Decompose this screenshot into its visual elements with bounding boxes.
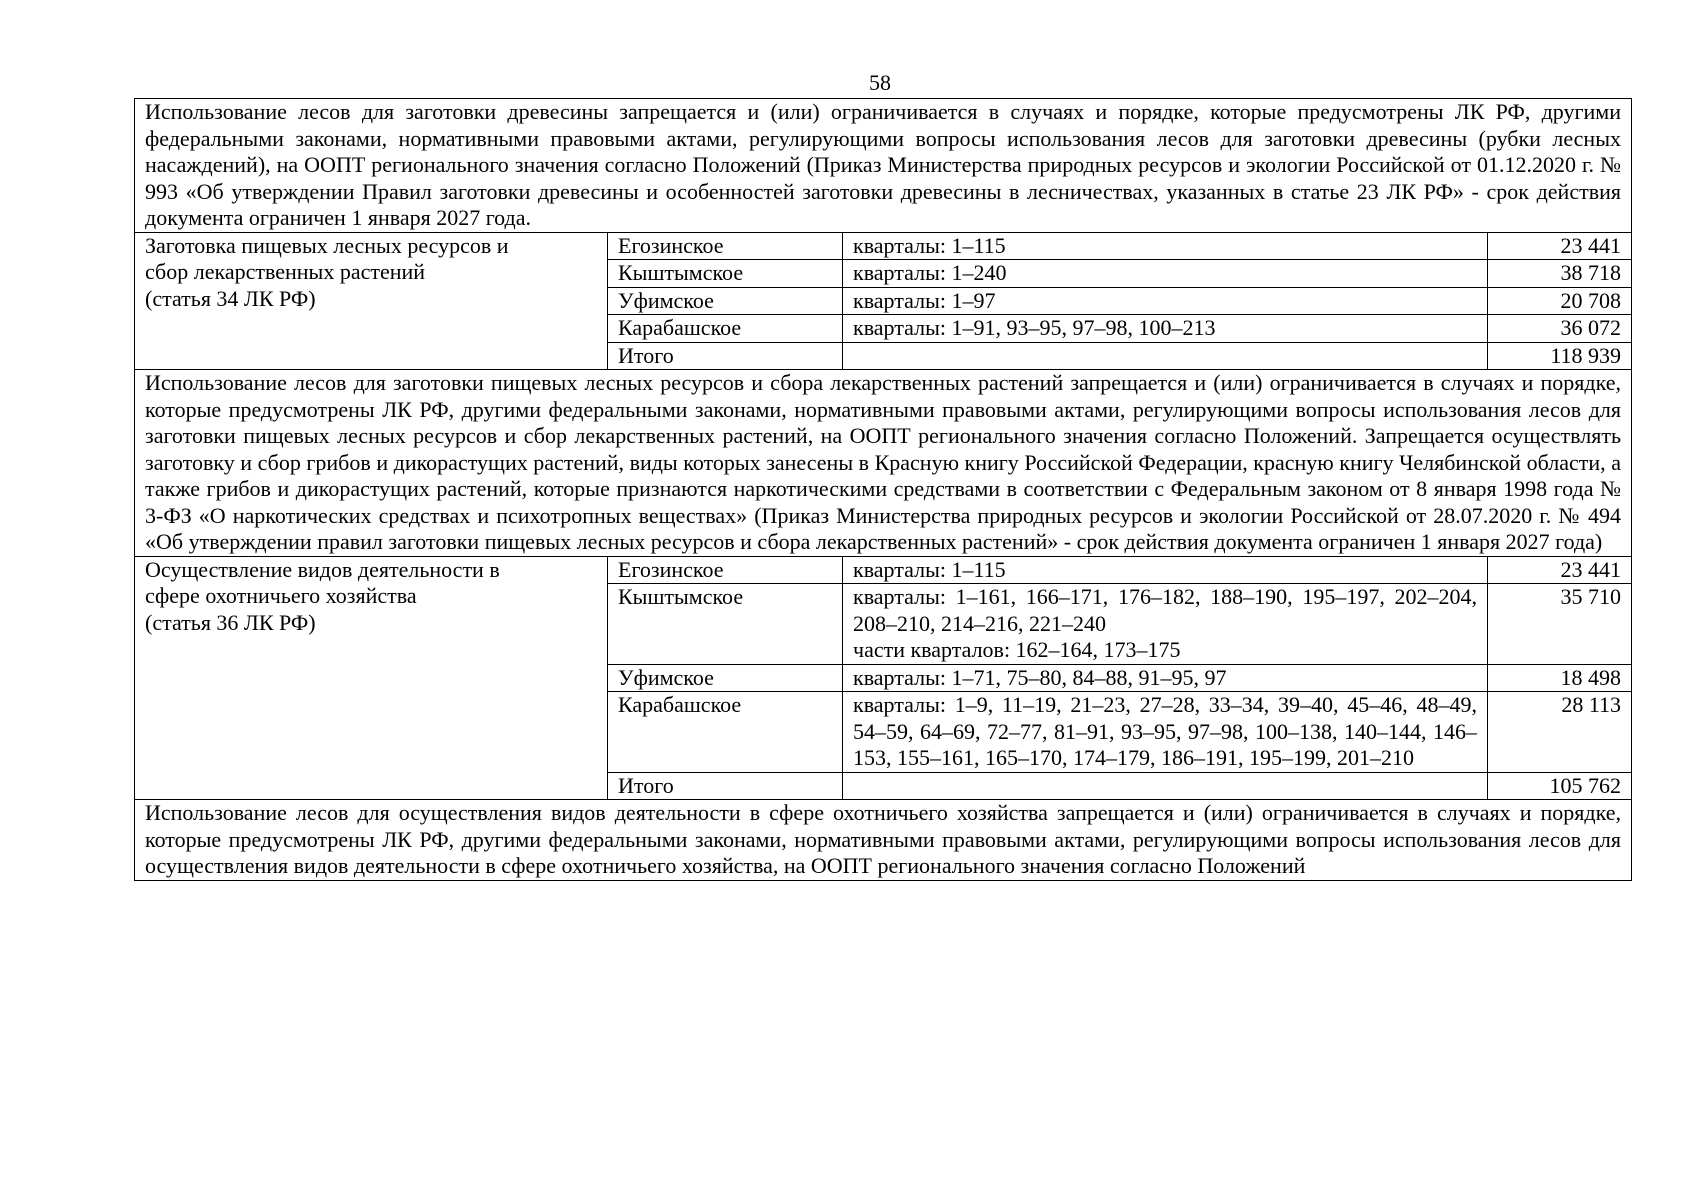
forestry-name: Уфимское (608, 664, 843, 692)
table-row (135, 232, 1632, 260)
area-value: 38 718 (1488, 260, 1632, 288)
empty-cell (843, 772, 1488, 800)
empty-cell (843, 342, 1488, 370)
note-row (135, 370, 1632, 557)
total-area: 105 762 (1488, 772, 1632, 800)
forestry-name: Егозинское (608, 556, 843, 584)
quarters-list: кварталы: 1–9, 11–19, 21–23, 27–28, 33–34, 39–40, 45–46, 48–49, 54–59, 64–69, 72–77, 81–91, 93–95, 97–98, 100–138, 140–144, 146–153, 155–161, 165–170, 174–179, 186–191, 195–199, 201–210 (843, 692, 1488, 773)
quarters-partial: части кварталов: 162–164, 173–175 (853, 637, 1181, 662)
use-type-title-line: сбор лекарственных растений (145, 259, 426, 284)
use-type-title-line: сфере охотничьего хозяйства (145, 583, 417, 608)
forestry-name: Карабашское (608, 692, 843, 773)
note-food-resources: Использование лесов для заготовки пищевых лесных ресурсов и сбора лекарственных растений запрещается и (или) ограничивается в случаях и порядке, которые предусмотрены ЛК РФ, другими федеральными законами, нормативными правовыми актами, регулирующими вопросы использования лесов для заготовки пищевых лесных ресурсов и сбор лекарственных растений, на ООПТ регионального значения согласно Положений. Запрещается осуществлять заготовку и сбор грибов и дикорастущих растений, виды которых занесены в Красную книгу Российской Федерации, красную книгу Челябинской области, а также грибов и дикорастущих растений, которые признаются наркотическими средствами в соответствии с Федеральным законом от 8 января 1998 года № 3-ФЗ «О наркотических средствах и психотропных веществах» (Приказ Министерства природных ресурсов и экологии Российской от 28.07.2020 г. № 494 «Об утверждении правил заготовки пищевых лесных ресурсов и сбора лекарственных растений» - срок действия документа ограничен 1 января 2027 года) (135, 370, 1632, 557)
forest-use-table (134, 98, 1632, 881)
note-row (135, 800, 1632, 881)
quarters-list: кварталы: 1–97 (843, 287, 1488, 315)
area-value: 35 710 (1488, 584, 1632, 665)
area-value: 18 498 (1488, 664, 1632, 692)
forestry-name: Уфимское (608, 287, 843, 315)
quarters-list: кварталы: 1–91, 93–95, 97–98, 100–213 (843, 315, 1488, 343)
note-row (135, 99, 1632, 233)
total-label: Итого (608, 772, 843, 800)
use-type-article: (статья 36 ЛК РФ) (145, 609, 316, 635)
note-timber-harvesting: Использование лесов для заготовки древесины запрещается и (или) ограничивается в случаях и порядке, которые предусмотрены ЛК РФ, другими федеральными законами, нормативными правовыми актами, регулирующими вопросы использования лесов для заготовки древесины (рубки лесных насаждений), на ООПТ регионального значения согласно Положений (Приказ Министерства природных ресурсов и экологии Российской от 01.12.2020 г. № 993 «Об утверждении Правил заготовки древесины и особенностей заготовки древесины в лесничествах, указанных в статье 23 ЛК РФ» - срок действия документа ограничен 1 января 2027 года. (135, 99, 1632, 233)
total-area: 118 939 (1488, 342, 1632, 370)
area-value: 23 441 (1488, 232, 1632, 260)
table-row (135, 556, 1632, 584)
quarters-list (843, 584, 1488, 665)
forestry-name: Карабашское (608, 315, 843, 343)
quarters-list: кварталы: 1–115 (843, 556, 1488, 584)
quarters-list: кварталы: 1–115 (843, 232, 1488, 260)
area-value: 28 113 (1488, 692, 1632, 773)
area-value: 36 072 (1488, 315, 1632, 343)
total-label: Итого (608, 342, 843, 370)
quarters-list: кварталы: 1–240 (843, 260, 1488, 288)
quarters-full: кварталы: 1–161, 166–171, 176–182, 188–190, 195–197, 202–204, 208–210, 214–216, 221–240 (853, 584, 1477, 636)
use-type-article: (статья 34 ЛК РФ) (145, 285, 316, 311)
use-type-title-line: Осуществление видов деятельности в (145, 556, 500, 582)
use-type-food-resources (135, 232, 608, 370)
use-type-hunting (135, 556, 608, 800)
area-value: 23 441 (1488, 556, 1632, 584)
forestry-name: Кыштымское (608, 260, 843, 288)
forestry-name: Кыштымское (608, 584, 843, 665)
area-value: 20 708 (1488, 287, 1632, 315)
quarters-list: кварталы: 1–71, 75–80, 84–88, 91–95, 97 (843, 664, 1488, 692)
forestry-name: Егозинское (608, 232, 843, 260)
page-number: 58 (869, 70, 891, 95)
note-hunting: Использование лесов для осуществления видов деятельности в сфере охотничьего хозяйства запрещается и (или) ограничивается в случаях и порядке, которые предусмотрены ЛК РФ, другими федеральными законами, нормативными правовыми актами, регулирующими вопросы использования лесов для осуществления видов деятельности в сфере охотничьего хозяйства, на ООПТ регионального значения согласно Положений (135, 800, 1632, 881)
use-type-title-line: Заготовка пищевых лесных ресурсов и (145, 232, 509, 258)
